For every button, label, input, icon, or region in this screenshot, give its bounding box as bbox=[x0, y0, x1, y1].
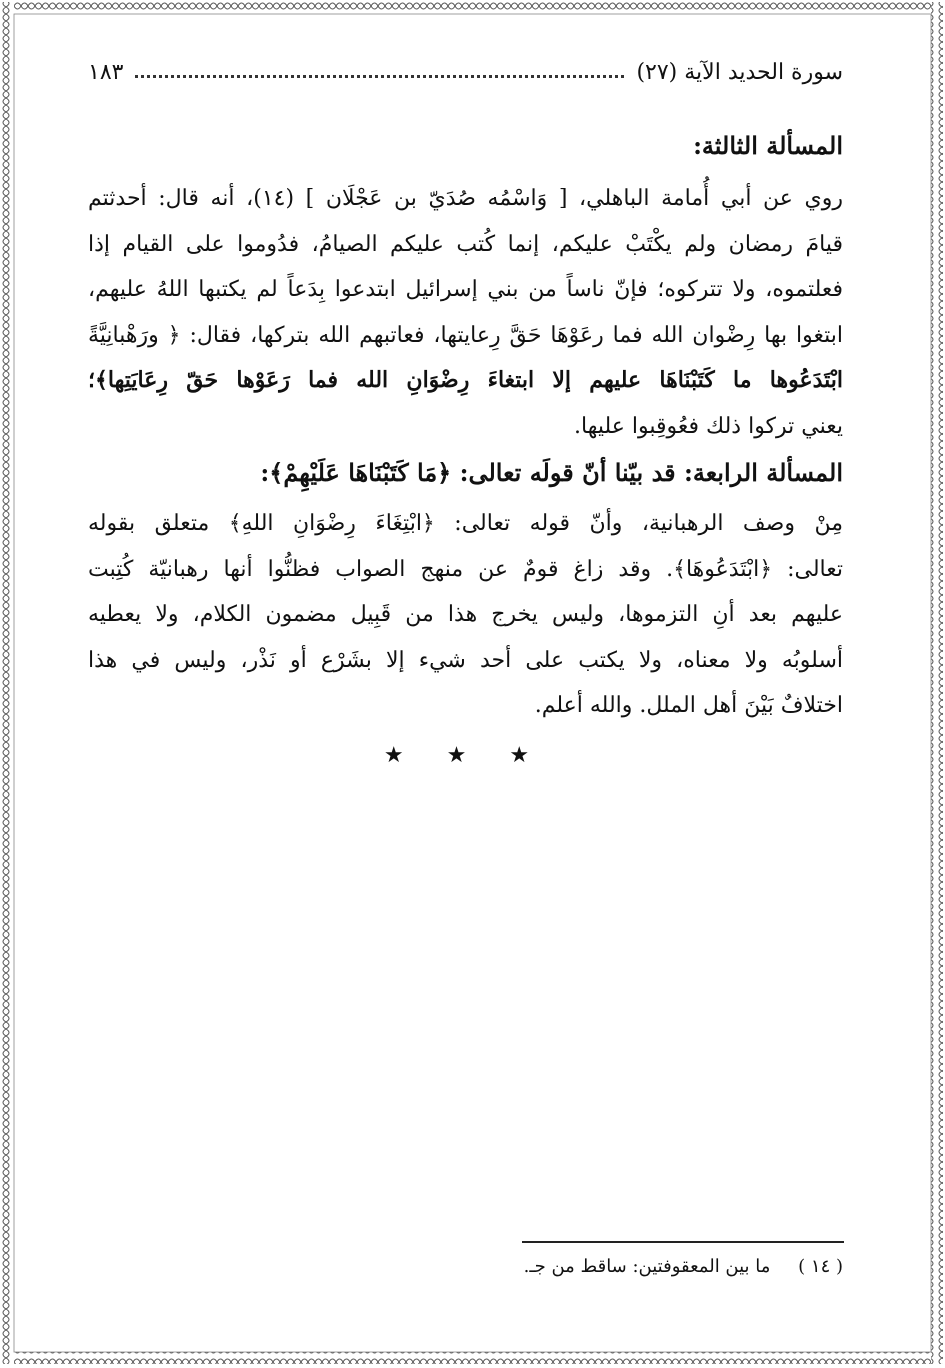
paragraph-line: عليهم بعد أنِ التزموها، وليس يخرج هذا من قَبِيل مضمون الكلام، ولا يعطيه bbox=[88, 602, 843, 627]
section-heading-3: المسألة الثالثة: bbox=[693, 131, 843, 160]
footnote-number: ( ١٤ ) bbox=[798, 1256, 843, 1277]
section-4-paragraph bbox=[88, 501, 843, 729]
paragraph-line: أسلوبُه ولا معناه، ولا يكتب على أحد شيء إلا بشَرْع أو نَذْر، وليس في هذا bbox=[88, 647, 843, 673]
paragraph-line: ابتغوا بها رِضْوان الله فما رعَوْهَا حَقَّ رِعايتها، فعاتبهم الله بتركها، فقال: ﴿ ورَهْبانِيَّةً bbox=[88, 322, 843, 348]
quran-verse-line: ابْتَدَعُوها ما كَتَبْنَاهَا عليهم إلا ابتغاءَ رِضْوَانِ الله فما رَعَوْها حَقّ رِعَايَتِها﴾؛ bbox=[88, 367, 843, 393]
section-3-paragraph bbox=[88, 176, 843, 449]
footnote-text: ما بين المعقوفتين: ساقط من جـ. bbox=[523, 1256, 771, 1277]
paragraph-line: يعني تركوا ذلك فعُوقِبوا عليها. bbox=[574, 413, 843, 439]
paragraph-line: قيامَ رمضان ولم يكْتَبْ عليكم، إنما كُتب عليكم الصيامُ، فدُوموا على القيام إذا bbox=[88, 231, 843, 257]
section-heading-4: المسألة الرابعة: قد بيّنا أنّ قولَه تعالى: ﴿مَا كَتَبْنَاهَا عَلَيْهِمْ﴾: bbox=[260, 458, 843, 487]
section-separator-stars: ★ ★ ★ bbox=[383, 742, 548, 768]
paragraph-line: اختلافٌ بَيْنَ أهل الملل. والله أعلم. bbox=[534, 693, 843, 718]
running-header bbox=[88, 40, 843, 104]
page-number: ١٨٣ bbox=[88, 59, 124, 85]
footnote bbox=[524, 1256, 843, 1277]
paragraph-line: مِنْ وصف الرهبانية، وأنّ قوله تعالى: ﴿ابْتِغَاءَ رِضْوَانِ اللهِ﴾ متعلق بقوله bbox=[88, 511, 843, 536]
footnote-rule bbox=[522, 1241, 844, 1243]
paragraph-line: فعلتموه، ولا تتركوه؛ فإنّ ناساً من بني إسرائيل ابتدعوا بِدَعاً لم يكتبها اللهُ عليهم، bbox=[88, 277, 843, 302]
header-leader-dots bbox=[135, 75, 624, 78]
paragraph-line: روي عن أبي أُمامة الباهلي، [ وَاسْمُه صُدَيّ بن عَجْلَان ] (١٤)، أنه قال: أحدثتم bbox=[88, 186, 844, 211]
paragraph-line: تعالى: ﴿ابْتَدَعُوهَا﴾. وقد زاغ قومٌ عن منهج الصواب فظنُّوا أنها رهبانيّة كُتِبت bbox=[88, 556, 843, 582]
page-content bbox=[88, 40, 843, 768]
header-title: سورة الحديد الآية (٢٧) bbox=[636, 59, 843, 85]
